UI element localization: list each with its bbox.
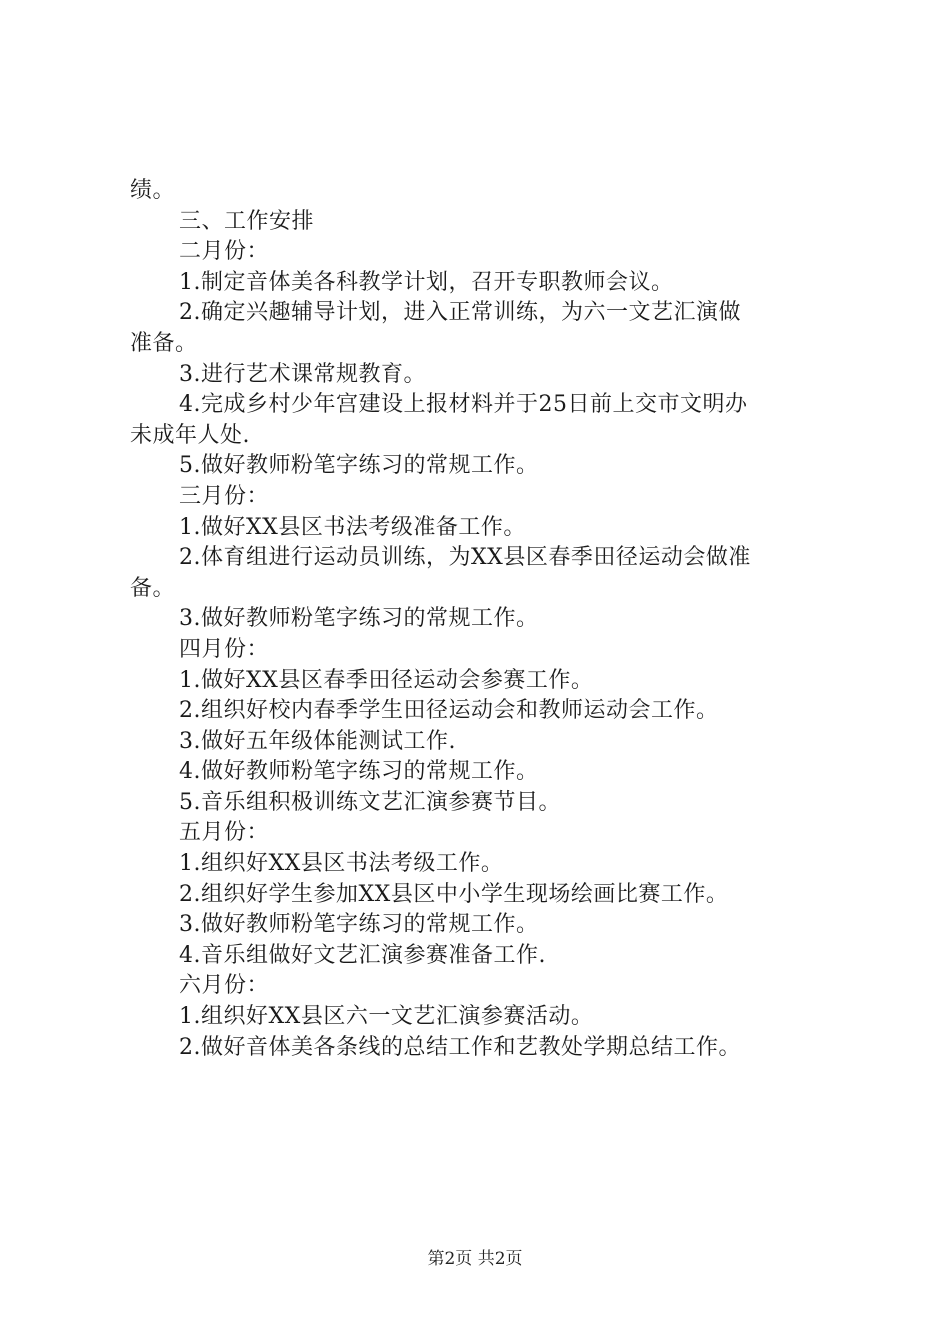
text-line: 备。 <box>130 575 176 601</box>
text-line: 3.做好教师粉笔字练习的常规工作。 <box>179 606 539 632</box>
text-line: 4.完成乡村少年宫建设上报材料并于25日前上交市文明办 <box>179 392 748 418</box>
text-line: 5.音乐组积极训练文艺汇演参赛节目。 <box>179 789 561 815</box>
text-line: 准备。 <box>130 330 198 356</box>
text-line: 三、工作安排 <box>179 208 315 234</box>
text-line: 3.做好五年级体能测试工作. <box>179 728 456 754</box>
text-line: 4.音乐组做好文艺汇演参赛准备工作. <box>179 942 546 968</box>
text-line: 4.做好教师粉笔字练习的常规工作。 <box>179 759 539 785</box>
text-line: 2.做好音体美各条线的总结工作和艺教处学期总结工作。 <box>179 1034 741 1060</box>
text-line: 未成年人处. <box>130 422 250 448</box>
text-line: 2.组织好校内春季学生田径运动会和教师运动会工作。 <box>179 698 719 724</box>
text-line: 2.体育组进行运动员训练，为XX县区春季田径运动会做准 <box>179 545 751 571</box>
text-line: 5.做好教师粉笔字练习的常规工作。 <box>179 453 539 479</box>
text-line: 2.组织好学生参加XX县区中小学生现场绘画比赛工作。 <box>179 881 729 907</box>
page-footer: 第2页 共2页 <box>427 1249 523 1269</box>
text-line: 四月份： <box>179 636 270 662</box>
text-line: 二月份： <box>179 239 270 265</box>
text-line: 1.制定音体美各科教学计划，召开专职教师会议。 <box>179 269 674 295</box>
text-line: 1.组织好XX县区六一文艺汇演参赛活动。 <box>179 1004 594 1030</box>
text-line: 三月份： <box>179 483 270 509</box>
text-line: 2.确定兴趣辅导计划，进入正常训练，为六一文艺汇演做 <box>179 300 741 326</box>
text-line: 绩。 <box>130 178 176 203</box>
text-line: 3.进行艺术课常规教育。 <box>179 361 426 387</box>
text-line: 1.做好XX县区春季田径运动会参赛工作。 <box>179 667 594 693</box>
text-line: 3.做好教师粉笔字练习的常规工作。 <box>179 912 539 938</box>
text-line: 1.做好XX县区书法考级准备工作。 <box>179 514 526 540</box>
text-line: 五月份： <box>179 820 270 846</box>
document-body <box>130 176 835 1063</box>
text-line: 1.组织好XX县区书法考级工作。 <box>179 851 504 877</box>
text-line: 六月份： <box>179 973 270 999</box>
